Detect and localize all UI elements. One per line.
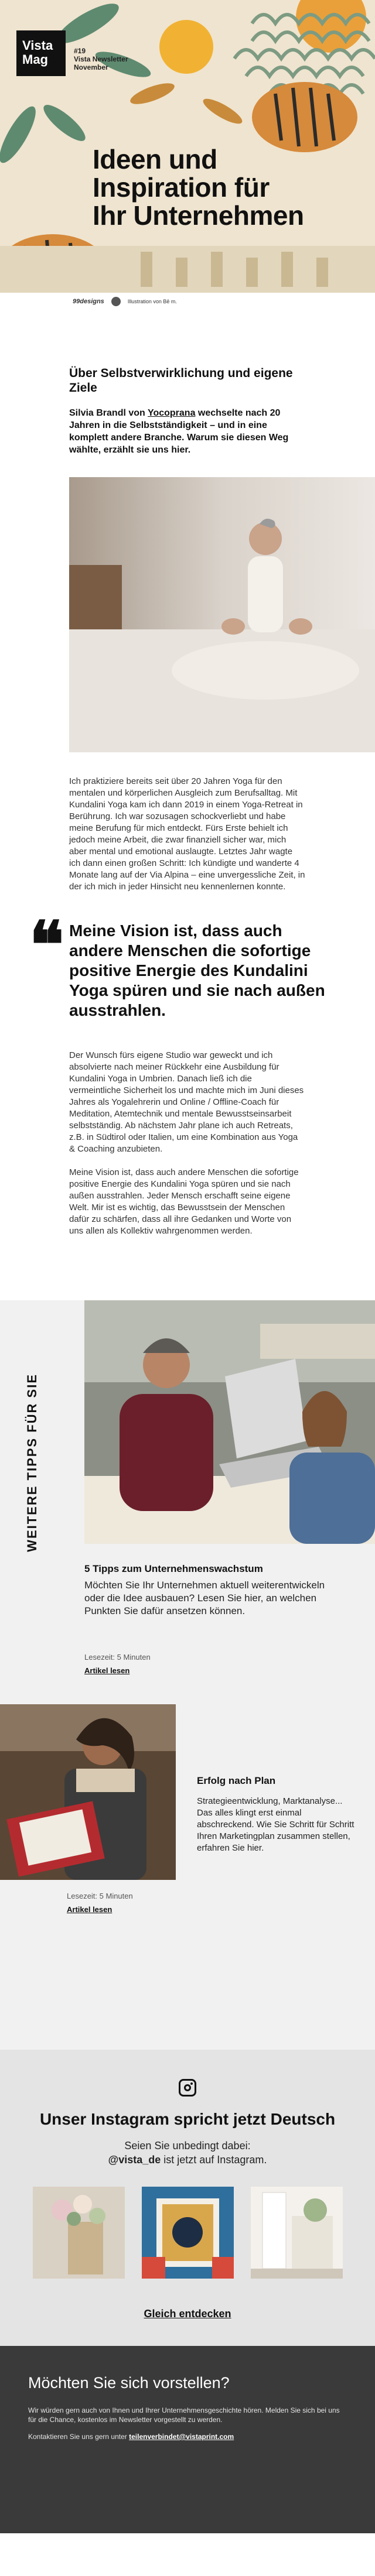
lead-text-start: Silvia Brandl von xyxy=(69,408,148,418)
yocoprana-link[interactable]: Yocoprana xyxy=(147,408,196,418)
tip1-text: Möchten Sie Ihr Unternehmen aktuell weiterentwickeln oder die Idee ausbauen? Lesen Sie hier, an welchen Punkten Sie dafür ansetzen können. xyxy=(84,1580,325,1616)
hero-banner xyxy=(0,0,375,325)
pull-quote xyxy=(29,907,334,1020)
story-heading: Über Selbstverwirklichung und eigene Ziele xyxy=(69,366,293,395)
instagram-section xyxy=(0,2050,375,2346)
issue-month: November xyxy=(74,63,108,71)
tip2-text: Strategieentwicklung, Marktanalyse... Das alles klingt erst einmal abschreckend. Wie Sie Schritt für Schritt Ihren Marketingplan zusammen stellen, erfahren Sie hier. xyxy=(197,1796,354,1853)
feature-story xyxy=(0,325,375,893)
hero-title-line-2: Inspiration für xyxy=(93,172,270,203)
quote-icon: ❝ xyxy=(29,907,64,982)
meditation-photo xyxy=(69,477,375,752)
story-lead xyxy=(69,407,306,456)
contact-email-link[interactable]: teilenverbindet@vistaprint.com xyxy=(129,2433,234,2441)
avatar xyxy=(111,297,121,306)
tip1-read-article-link[interactable]: Artikel lesen xyxy=(84,1666,130,1675)
logo-line-2: Mag xyxy=(22,52,48,67)
discover-instagram-link[interactable]: Gleich entdecken xyxy=(144,2308,231,2320)
instagram-heading: Unser Instagram spricht jetzt Deutsch xyxy=(39,2110,336,2128)
tip2-read-article-link[interactable]: Artikel lesen xyxy=(67,1905,112,1914)
instagram-subtext-line-1: Seien Sie unbedingt dabei: xyxy=(124,2140,251,2152)
instagram-post-flowers[interactable] xyxy=(33,2187,125,2279)
instagram-subtext xyxy=(0,2139,375,2167)
instagram-gallery xyxy=(32,2187,343,2279)
credit-text: Illustration von Bē m. xyxy=(127,299,177,304)
footer-contact xyxy=(28,2433,347,2441)
tip1-card xyxy=(84,1563,342,1676)
instagram-post-shop[interactable] xyxy=(251,2187,343,2279)
issue-name: Vista Newsletter xyxy=(74,55,128,63)
tip2-photo[interactable] xyxy=(0,1704,176,1880)
instagram-handle[interactable]: @vista_de xyxy=(108,2154,161,2166)
hero-title-line-1: Ideen und xyxy=(93,144,217,174)
contact-label: Kontaktieren Sie uns gern unter xyxy=(28,2433,129,2441)
tip1-photo[interactable] xyxy=(84,1300,375,1544)
hero-title xyxy=(93,145,304,229)
section-label: WEITERE TIPPS FÜR SIE xyxy=(25,1373,39,1552)
footer-cta xyxy=(0,2346,375,2533)
tip1-read-time: Lesezeit: 5 Minuten xyxy=(84,1653,151,1662)
illustration-credit xyxy=(0,293,375,310)
lead-text-end: wechselte nach 20 Jahren in die Selbstständigkeit – und in eine komplett andere Branche. Warum sie diesen Weg wählte, erzählt sie uns hier. xyxy=(69,408,289,455)
story-paragraph-1: Ich praktiziere bereits seit über 20 Jahren Yoga für den mentalen und körperlichen Ausgleich zum Berufsalltag. Mit Kundalini Yoga kam ich dann 2019 in einem Yoga-Retreat in Berührung. Ich war sozusagen schockverliebt und habe meine Berufung für mich entdeckt. Fürs Erste behielt ich jedoch meine Arbeit, die zwar finanziell sicher war, mich aber mental und emotional auslaugte. Letztes Jahr wagte ich dann einen großen Schritt: Ich kündigte und wanderte 4 Monate lang auf der Via Alpina – eine unvergessliche Zeit, in der ich mich in jeder Hinsicht neu kennenlernen konnte. xyxy=(69,776,305,892)
issue-info xyxy=(74,47,128,71)
footer-heading: Möchten Sie sich vorstellen? xyxy=(28,2374,230,2392)
hero-title-line-3: Ihr Unternehmen xyxy=(93,200,304,231)
story-paragraph-2: Der Wunsch fürs eigene Studio war geweckt und ich absolvierte nach meiner Rückkehr eine Ausbildung für Kundalini Yoga in Umbrien. Danach ließ ich die vermeintliche Sicherheit los und machte mich im Juni dieses Jahres als Yogalehrerin und Online / Offline-Coach für Meditation, Atemtechnik und mentale Bewusstseinsarbeit selbstständig. Ab nächstem Jahr plane ich auch Retreats, z.B. in Südtirol oder Italien, um eine Kombination aus Yoga & Coaching anzubieten. xyxy=(69,1050,304,1154)
vista-mag-logo[interactable] xyxy=(16,30,66,76)
feature-story-continued xyxy=(0,1020,375,1237)
instagram-icon[interactable] xyxy=(179,2079,196,2097)
quote-text: Meine Vision ist, dass auch andere Menschen die sofortige positive Energie des Kundalini Yoga spüren und sie nach außen ausstrahlen. xyxy=(69,922,325,1019)
instagram-subtext-line-2: ist jetzt auf Instagram. xyxy=(161,2154,267,2166)
99designs-logo[interactable]: 99designs xyxy=(73,298,104,305)
issue-number: #19 xyxy=(74,47,86,55)
instagram-post-poster[interactable] xyxy=(142,2187,234,2279)
logo-line-1: Vista xyxy=(22,38,53,53)
tip2-title[interactable]: Erfolg nach Plan xyxy=(197,1775,276,1786)
footer-text: Wir würden gern auch von Ihnen und Ihrer Unternehmensgeschichte hören. Melden Sie sich bei uns für die Chance, kostenlos im Newsletter vorgestellt zu werden. xyxy=(28,2406,340,2424)
story-paragraph-3: Meine Vision ist, dass auch andere Menschen die sofortige positive Energie des Kundalini Yoga spüren und sie nach außen ausstrahlen. Jeder Mensch erschafft seine eigene Welt. Mir ist es wichtig, das Bewusstsein der Menschen dafür zu schärfen, dass all ihre Gedanken und Worte von uns allen als Kollektiv wahrgenommen werden. xyxy=(69,1167,299,1236)
tip2-meta xyxy=(67,1892,133,1915)
more-tips-section xyxy=(0,1300,375,2050)
tip2-card xyxy=(197,1775,356,1854)
tip1-title[interactable]: 5 Tipps zum Unternehmenswachstum xyxy=(84,1563,263,1574)
tip2-read-time: Lesezeit: 5 Minuten xyxy=(67,1892,133,1900)
